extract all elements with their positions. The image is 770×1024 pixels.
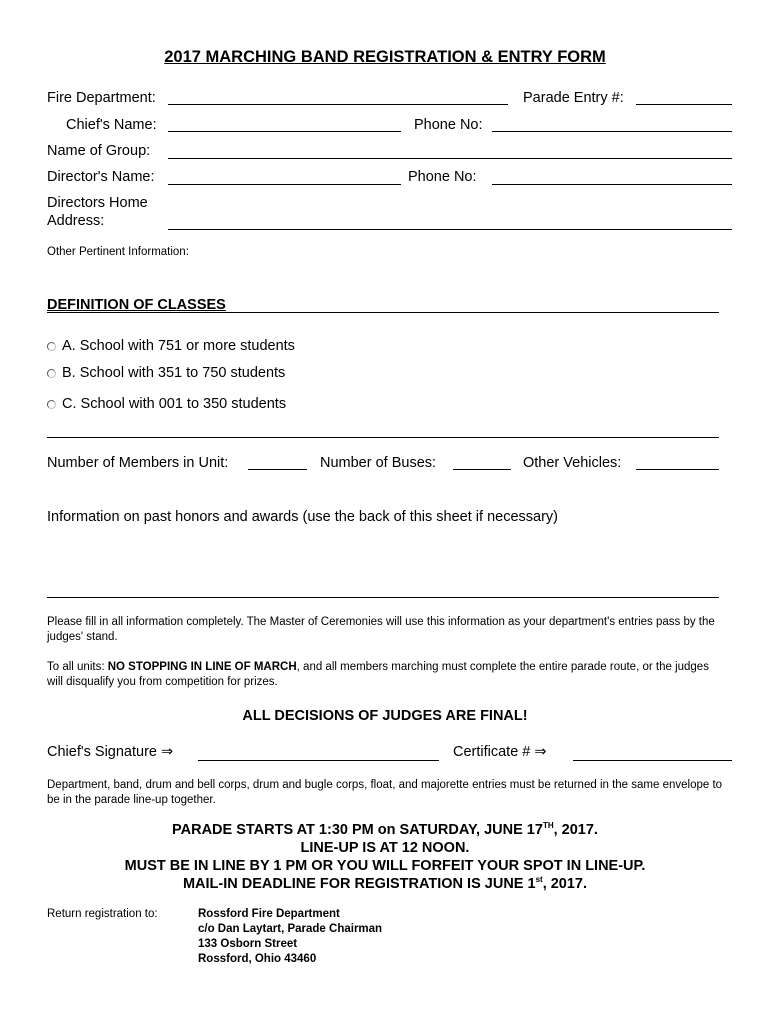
return-address-line: c/o Dan Laytart, Parade Chairman [198,923,383,935]
deadline-year: , 2017. [542,876,588,892]
class-option-b[interactable] [47,365,285,381]
fire-department-label: Fire Department: [47,90,156,106]
classes-heading-underline [47,312,719,313]
mail-in-deadline [0,875,770,894]
address-label: Address: [47,213,105,229]
class-option-a-label: A. School with 751 or more students [62,338,295,354]
honors-awards-label: Information on past honors and awards (use the back of this sheet if necessary) [47,509,558,525]
directors-name-field[interactable] [168,184,401,185]
parade-start-text: PARADE STARTS AT 1:30 PM on SATURDAY, JUNE 17 [172,822,543,838]
number-of-buses-field[interactable] [453,469,511,470]
class-option-c[interactable] [47,396,286,412]
other-information-label: Other Pertinent Information: [47,246,189,258]
return-address-block [198,907,382,967]
other-vehicles-label: Other Vehicles: [523,455,622,471]
no-stopping-warning: NO STOPPING IN LINE OF MARCH [107,661,297,673]
parade-start-sup: TH [542,821,554,831]
other-vehicles-field[interactable] [636,469,719,470]
radio-button-icon[interactable] [47,369,56,378]
decisions-final-notice: ALL DECISIONS OF JUDGES ARE FINAL! [242,708,528,724]
to-all-units-prefix: To all units: [47,661,108,673]
chief-phone-label: Phone No: [414,117,483,133]
fire-department-field[interactable] [168,104,508,105]
number-of-buses-label: Number of Buses: [320,455,437,471]
directors-name-label: Director's Name: [47,169,155,185]
chiefs-name-label: Chief's Name: [66,117,157,133]
section-divider [47,437,719,438]
director-phone-field[interactable] [492,184,732,185]
definition-of-classes-heading: DEFINITION OF CLASSES [47,297,226,313]
class-option-b-label: B. School with 351 to 750 students [62,365,286,381]
name-of-group-field[interactable] [168,158,732,159]
chiefs-signature-field[interactable] [198,760,439,761]
directors-home-label: Directors Home [47,195,148,211]
return-address-line: Rossford Fire Department [198,908,340,920]
fill-in-note: Please fill in all information completely. The Master of Ceremonies will use this information as your department's entries pass by the judges' stand. [47,616,715,643]
parade-start-year: , 2017. [553,822,598,838]
chiefs-signature-label: Chief's Signature ⇒ [47,744,174,760]
class-option-c-label: C. School with 001 to 350 students [62,396,287,412]
radio-button-icon[interactable] [47,342,56,351]
to-all-units-suffix: , and all members marching must complete the entire parade route, or the judges will disqualify you from competition for prizes. [47,661,709,688]
forfeit-warning: MUST BE IN LINE BY 1 PM OR YOU WILL FORFEIT YOUR SPOT IN LINE-UP. [124,858,646,874]
class-option-a[interactable] [47,338,295,354]
form-title: 2017 MARCHING BAND REGISTRATION & ENTRY FORM [164,48,606,66]
return-address-line: 133 Osborn Street [198,938,298,950]
director-phone-label: Phone No: [408,169,477,185]
parade-entry-label: Parade Entry #: [523,90,624,106]
deadline-sup: st [535,875,543,885]
radio-button-icon[interactable] [47,400,56,409]
chiefs-name-field[interactable] [168,131,401,132]
members-in-unit-field[interactable] [248,469,307,470]
chief-phone-field[interactable] [492,131,732,132]
return-address-line: Rossford, Ohio 43460 [198,953,317,965]
to-all-units-note [47,660,727,689]
envelope-note: Department, band, drum and bell corps, drum and bugle corps, float, and majorette entries must be returned in the same envelope to be in the parade line-up together. [47,779,723,806]
parade-entry-field[interactable] [636,104,732,105]
line-up-announcement: LINE-UP IS AT 12 NOON. [300,840,470,856]
certificate-label: Certificate # ⇒ [453,744,547,760]
deadline-text: MAIL-IN DEADLINE FOR REGISTRATION IS JUNE 1 [182,876,536,892]
name-of-group-label: Name of Group: [47,143,151,159]
directors-home-address-field[interactable] [168,229,732,230]
certificate-field[interactable] [573,760,732,761]
parade-start-announcement [0,821,770,840]
return-registration-label: Return registration to: [47,908,158,920]
members-in-unit-label: Number of Members in Unit: [47,455,229,471]
honors-awards-field[interactable] [47,597,719,598]
